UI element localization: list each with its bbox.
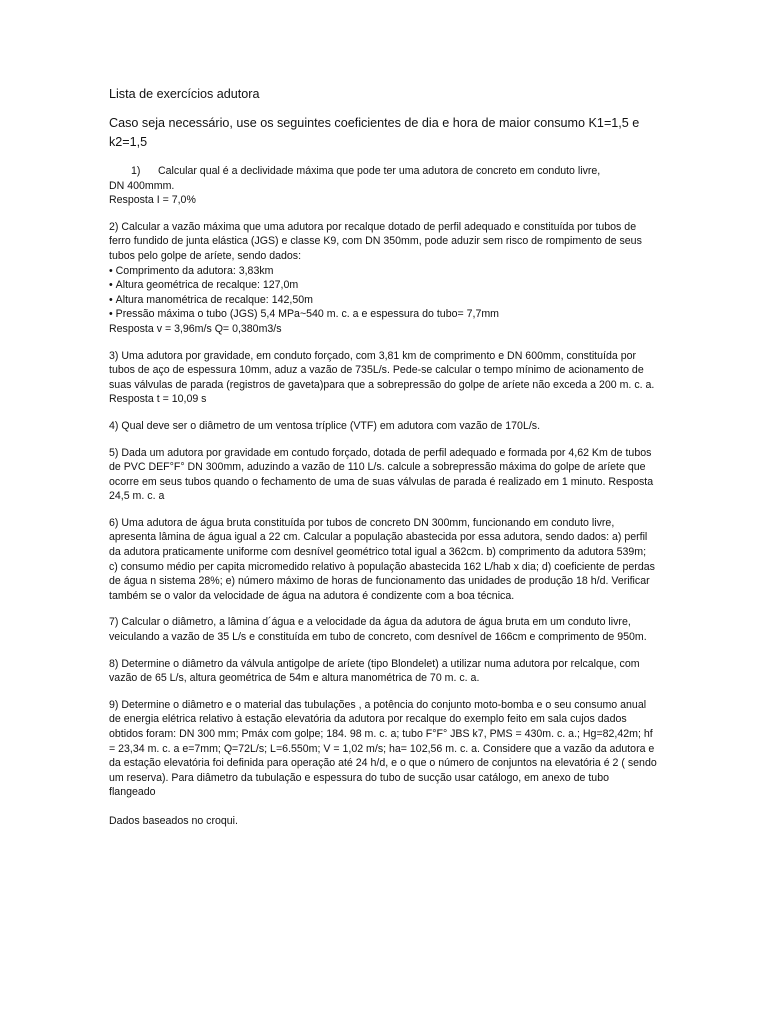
exercise-3 (109, 349, 657, 407)
exercise-4 (109, 419, 657, 434)
exercise-1-answer: Resposta I = 7,0% (109, 194, 196, 207)
exercise-9 (109, 698, 657, 800)
document-page (109, 86, 657, 839)
exercise-4-text: 4) Qual deve ser o diâmetro de um ventosa tríplice (VTF) em adutora com vazão de 170L/s. (109, 419, 541, 432)
exercise-8-text: 8) Determine o diâmetro da válvula antigolpe de aríete (tipo Blondelet) a utilizar numa adutora por relcalque, com vazão de 65 L/s, altura geométrica de 54m e altura manométrica de 70 m. c. a. (109, 657, 640, 685)
exercise-1 (109, 164, 657, 208)
exercise-5-text: 5) Dada um adutora por gravidade em contudo forçado, dotada de perfil adequado e formada por 4,62 Km de tubos de PVC DEF°F° DN 300mm, aduzindo a vazão de 110 L/s. calcule a sobrepressão máxima do golpe de aríete que ocorre em seus tubos quando o fechamento de uma de suas válvulas de parada é realizado em 1 minuto. Resposta 24,5 m. c. a (109, 446, 654, 503)
exercise-9-text: 9) Determine o diâmetro e o material das tubulações , a potência do conjunto moto-bomba e o seu consumo anual de energia elétrica relativo à estação elevatória da adutora por recalque do exemplo feito em sala cujos dados obtidos foram: DN 300 mm; Pmáx com golpe; 184. 98 m. c. a; tubo F°F° JBS k7, PMS = 430m. c. a.; Hg=82,42m; hf = 23,34 m. c. a e=7mm; Q=72L/s; L=6.550m; V = 1,02 m/s; ha= 102,56 m. c. a. Considere que a vazão da adutora e da estação elevatória foi definida para operação até 24 h/d, e o que o número de conjuntos na elevatória é 2 ( sendo um reserva). Para diâmetro da tubulação e espessura do tubo de sucção usar catálogo, em anexo de tubo flangeado (109, 698, 657, 799)
exercise-1-line1: Calcular qual é a declividade máxima que pode ter uma adutora de concreto em conduto livre, (158, 165, 601, 177)
exercise-2-text: 2) Calcular a vazão máxima que uma adutora por recalque dotado de perfil adequado e constituída por tubos de ferro fundido de junta elástica (JGS) e classe K9, com DN 350mm, pode aduzir sem risco de rompimento de seus tubos pelo golpe de aríete, sendo dados: (109, 220, 642, 262)
exercise-6 (109, 516, 657, 604)
exercise-1-number: 1) (131, 165, 141, 177)
document-title: Lista de exercícios adutora (109, 87, 260, 101)
exercise-2-answer: Resposta v = 3,96m/s Q= 0,380m3/s (109, 322, 282, 335)
document-subtitle: Caso seja necessário, use os seguintes coeficientes de dia e hora de maior consumo K1=1,5 e k2=1,5 (109, 116, 640, 149)
exercise-5 (109, 446, 657, 504)
list-item: • Altura geométrica de recalque: 127,0m (109, 278, 657, 293)
exercise-8 (109, 657, 657, 686)
list-item: • Comprimento da adutora: 3,83km (109, 264, 657, 279)
exercise-7 (109, 615, 657, 644)
exercise-2-data-list (109, 264, 657, 322)
exercise-1-line2: DN 400mmm. (109, 179, 175, 192)
list-item: • Altura manométrica de recalque: 142,50m (109, 293, 657, 308)
list-item: • Pressão máxima o tubo (JGS) 5,4 MPa~540 m. c. a e espessura do tubo= 7,7mm (109, 307, 657, 322)
exercise-3-text: 3) Uma adutora por gravidade, em conduto forçado, com 3,81 km de comprimento e DN 600mm, constituída por tubos de aço de espessura 10mm, aduz a vazão de 735L/s. Pede-se calcular o tempo mínimo de acionamento de suas válvulas de parada (registros de gaveta)para que a sobrepressão do golpe de aríete não exceda a 200 m. c. a. (109, 349, 655, 391)
footer-note: Dados baseados no croqui. (109, 814, 238, 827)
exercise-3-answer: Resposta t = 10,09 s (109, 393, 207, 406)
exercise-2 (109, 220, 657, 337)
exercise-6-text: 6) Uma adutora de água bruta constituída por tubos de concreto DN 300mm, funcionando em conduto livre, apresenta lâmina de água igual a 22 cm. Calcular a população abastecida por essa adutora, sendo dados: a) perfil da adutora praticamente uniforme com desnível geométrico total igual a 362cm. b) comprimento da adutora 539m; c) consumo médio per capita micromedido relativo à população abastecida 162 L/hab x dia; d) coeficiente de perdas de água n sistema 28%; e) número máximo de horas de funcionamento das unidades de produção 18 h/d. Verificar também se o valor da velocidade de água na adutora é condizente com a boa técnica. (109, 516, 655, 602)
exercise-7-text: 7) Calcular o diâmetro, a lâmina d´água e a velocidade da água da adutora de água bruta em um conduto livre, veiculando a vazão de 35 L/s e constituída em tubo de concreto, com desnível de 166cm e comprimento de 950m. (109, 616, 647, 644)
